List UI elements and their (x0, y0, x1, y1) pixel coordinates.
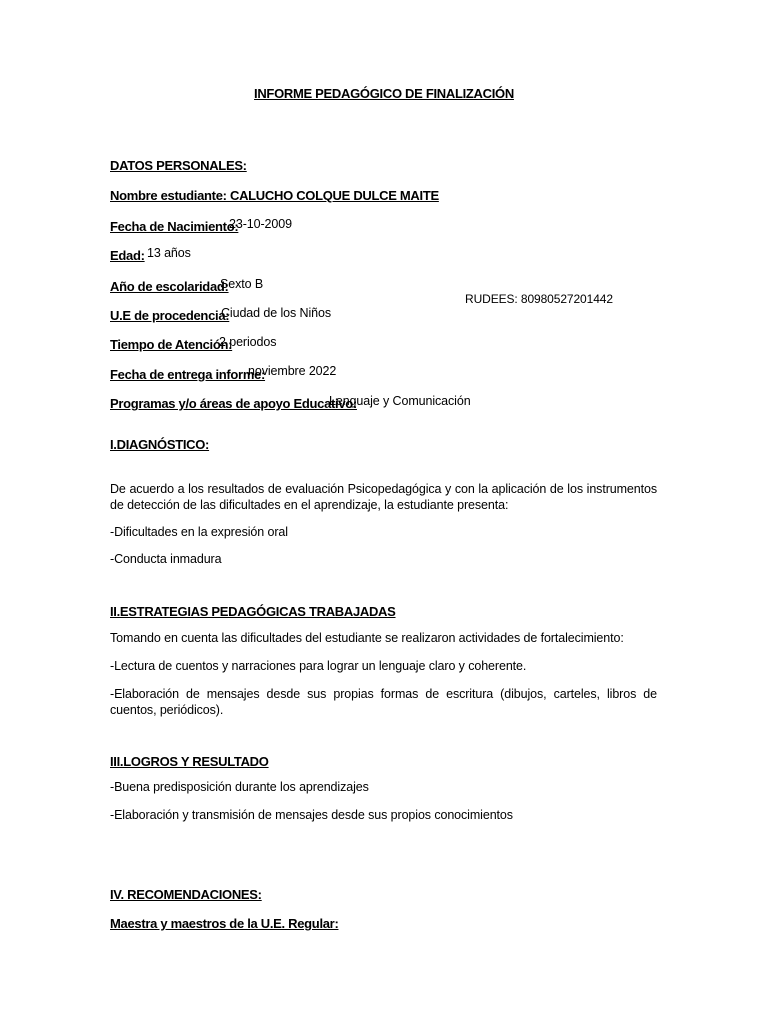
nombre-estudiante: Nombre estudiante: CALUCHO COLQUE DULCE MAITE (110, 188, 439, 203)
edad-value: 13 años (147, 246, 191, 260)
programas-label: Programas y/o áreas de apoyo Educativo: (110, 396, 357, 411)
recomendaciones-heading: IV. RECOMENDACIONES: (110, 887, 262, 902)
tiempo-atencion-value: 2 periodos (219, 335, 277, 349)
fecha-nacimiento-value: 23-10-2009 (229, 217, 292, 231)
tiempo-atencion-label: Tiempo de Atención: (110, 337, 233, 352)
ue-procedencia-label: U.E de procedencia: (110, 308, 230, 323)
logros-heading: III.LOGROS Y RESULTADO (110, 754, 269, 769)
datos-personales-heading: DATOS PERSONALES: (110, 158, 247, 173)
diagnostico-item: -Dificultades en la expresión oral (110, 525, 288, 539)
ue-procedencia-value: Ciudad de los Niños (221, 306, 331, 320)
rudees-code: RUDEES: 80980527201442 (465, 292, 613, 306)
diagnostico-heading: I.DIAGNÓSTICO: (110, 437, 210, 452)
escolaridad-label: Año de escolaridad: (110, 279, 229, 294)
escolaridad-value: Sexto B (220, 277, 264, 291)
fecha-entrega-value: noviembre 2022 (248, 364, 337, 378)
estrategias-heading: II.ESTRATEGIAS PEDAGÓGICAS TRABAJADAS (110, 604, 396, 619)
logros-item: -Elaboración y transmisión de mensajes desde sus propios conocimientos (110, 808, 513, 822)
estrategias-item: -Elaboración de mensajes desde sus propias formas de escritura (dibujos, carteles, libros de cuentos, periódicos). (110, 687, 657, 717)
programas-value: Lenguaje y Comunicación (329, 394, 471, 408)
diagnostico-intro: De acuerdo a los resultados de evaluación Psicopedagógica y con la aplicación de los instrumentos de detección de las dificultades en el aprendizaje, la estudiante presenta: (110, 482, 657, 512)
edad-label: Edad: (110, 248, 145, 263)
estrategias-intro: Tomando en cuenta las dificultades del estudiante se realizaron actividades de fortalecimiento: (110, 631, 624, 645)
diagnostico-item: -Conducta inmadura (110, 552, 222, 566)
fecha-entrega-label: Fecha de entrega informe: (110, 367, 266, 382)
recomendaciones-subheading: Maestra y maestros de la U.E. Regular: (110, 916, 339, 931)
document-title: INFORME PEDAGÓGICO DE FINALIZACIÓN (254, 86, 514, 101)
fecha-nacimiento-label: Fecha de Nacimiento: (110, 219, 239, 234)
logros-item: -Buena predisposición durante los aprendizajes (110, 780, 369, 794)
estrategias-item: -Lectura de cuentos y narraciones para lograr un lenguaje claro y coherente. (110, 659, 527, 673)
